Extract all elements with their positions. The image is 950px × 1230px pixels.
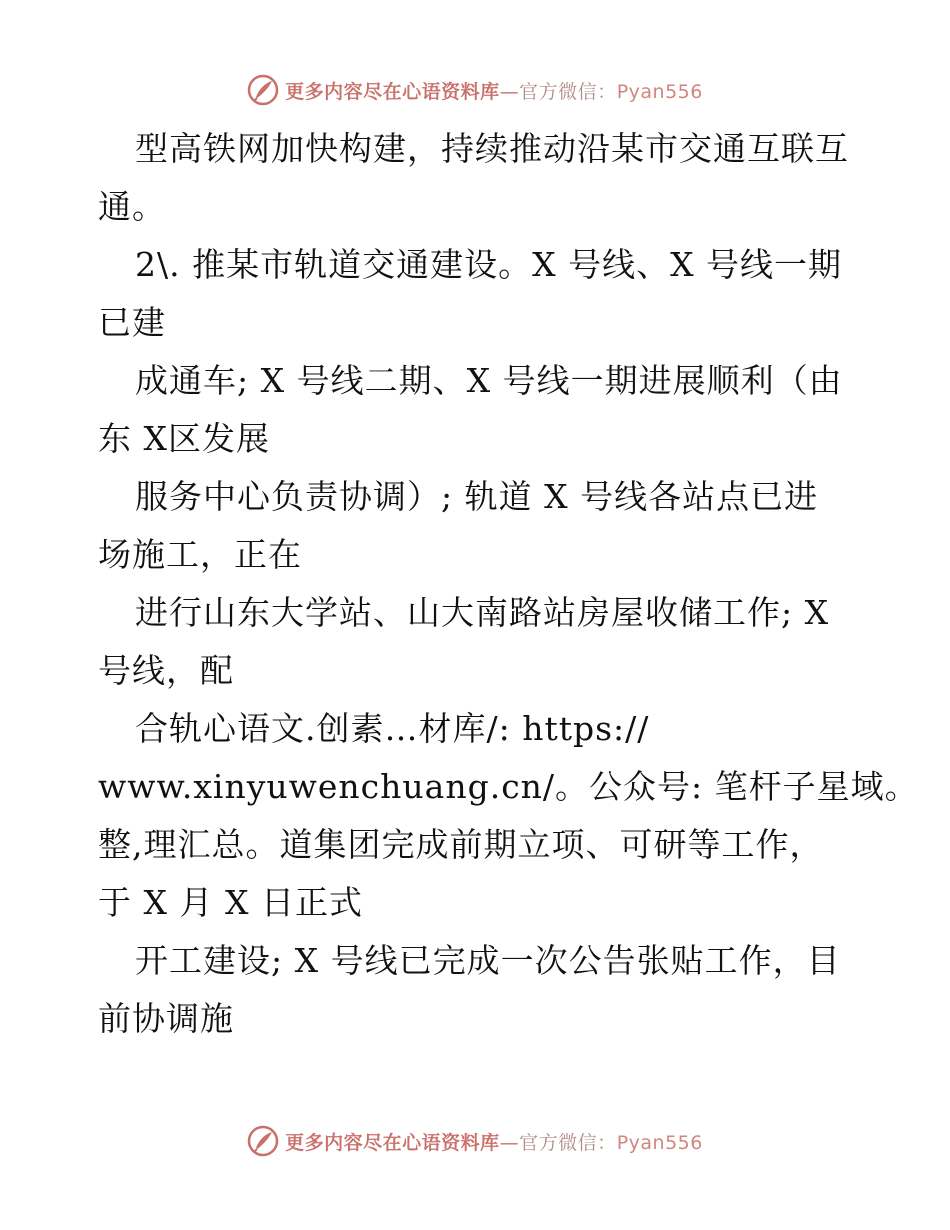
body-line: 2\. 推某市轨道交通建设。X 号线、X 号线一期 xyxy=(135,245,843,284)
quill-emblem-icon xyxy=(247,1125,279,1157)
body-line: 整,理汇总。道集团完成前期立项、可研等工作， xyxy=(98,825,824,864)
body-line: www.xinyuwenchuang.cn/。公众号: 笔杆子星域。 xyxy=(98,767,919,806)
body-line: 场施工，正在 xyxy=(98,535,302,574)
watermark-dash: — xyxy=(499,1131,520,1154)
body-line: 进行山东大学站、山大南路站房屋收储工作; X xyxy=(135,593,830,632)
watermark-label: 官方微信： xyxy=(519,1131,617,1154)
body-line: 于 X 月 X 日正式 xyxy=(98,883,363,922)
watermark-wechat-id: Pyan556 xyxy=(616,1131,703,1154)
watermark-label: 官方微信： xyxy=(519,80,617,103)
watermark-dash: — xyxy=(499,80,520,103)
body-line: 合轨心语文.创素…材库/: https:// xyxy=(135,709,650,748)
body-line: 前协调施 xyxy=(98,999,234,1038)
body-line: 型高铁网加快构建，持续推动沿某市交通互联互 xyxy=(135,129,849,168)
body-line: 成通车; X 号线二期、X 号线一期进展顺利（由 xyxy=(135,361,843,400)
body-line: 开工建设; X 号线已完成一次公告张贴工作，目 xyxy=(135,941,841,980)
body-line: 已建 xyxy=(98,303,166,342)
body-line: 通。 xyxy=(98,187,166,226)
quill-emblem-icon xyxy=(247,74,279,106)
watermark-brand: 更多内容尽在心语资料库 xyxy=(285,80,500,103)
body-line: 服务中心负责协调）; 轨道 X 号线各站点已进 xyxy=(135,477,819,516)
body-line: 东 X区发展 xyxy=(98,419,270,458)
watermark-wechat-id: Pyan556 xyxy=(616,80,703,103)
header-watermark xyxy=(0,72,950,108)
body-line: 号线，配 xyxy=(98,651,234,690)
document-body xyxy=(98,120,919,1048)
footer-watermark xyxy=(0,1123,950,1159)
watermark-brand: 更多内容尽在心语资料库 xyxy=(285,1131,500,1154)
